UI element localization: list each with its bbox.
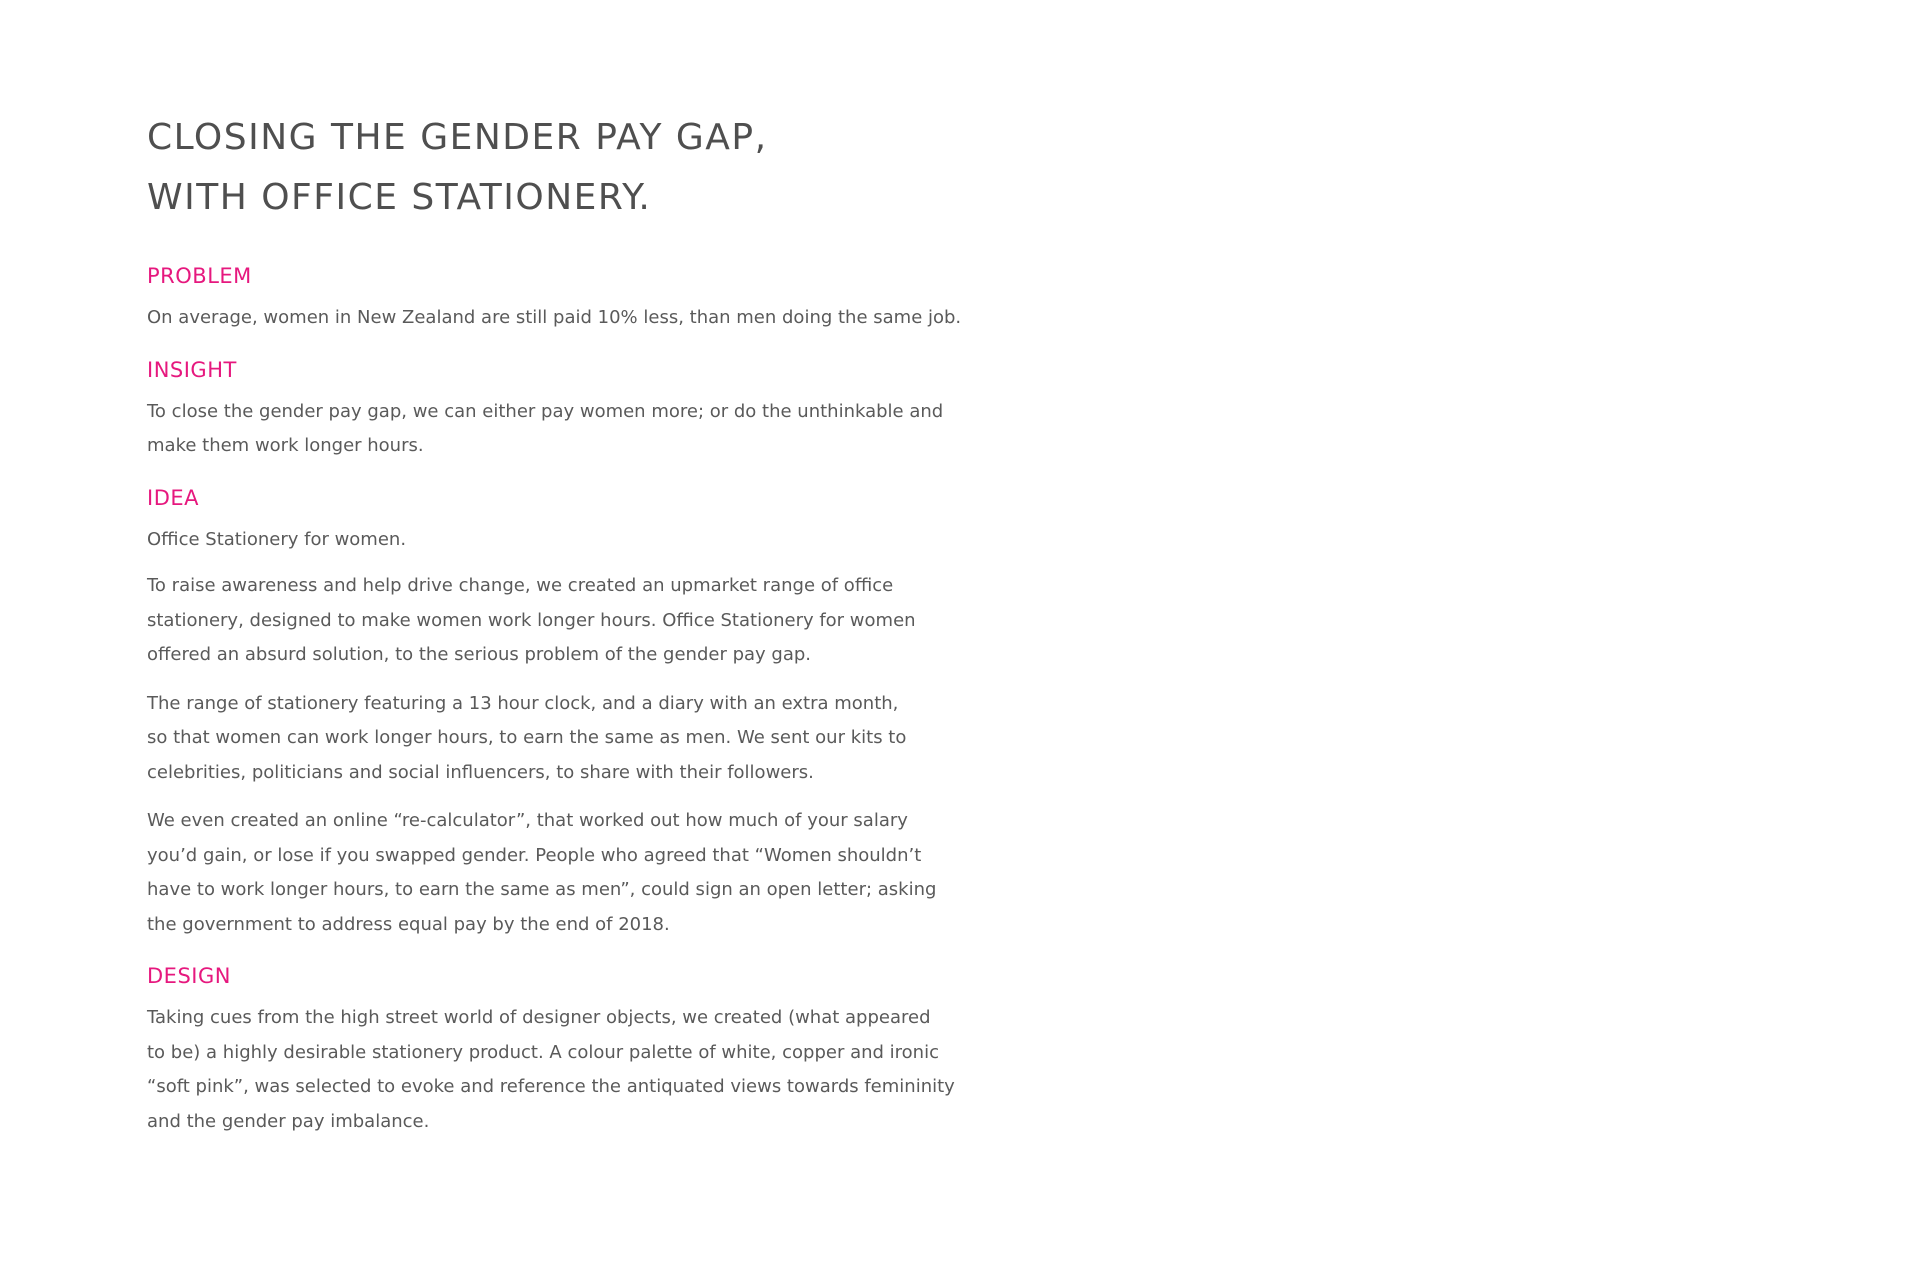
idea-section — [147, 485, 967, 943]
text-line: you’d gain, or lose if you swapped gender. People who agreed that “Women shouldn’t — [147, 844, 922, 866]
text-line: offered an absurd solution, to the serious problem of the gender pay gap. — [147, 644, 811, 665]
design-paragraph — [147, 1001, 967, 1139]
text-line: and the gender pay imbalance. — [147, 1110, 430, 1132]
idea-paragraph — [147, 523, 967, 558]
idea-heading: IDEA — [147, 485, 199, 510]
insight-section — [147, 357, 967, 464]
text-line: On average, women in New Zealand are still paid 10% less, than men doing the same job. — [147, 307, 962, 328]
case-study-content — [147, 108, 967, 1139]
text-line: make them work longer hours. — [147, 435, 424, 456]
text-line: We even created an online “re-calculator”, that worked out how much of your salary — [147, 810, 908, 831]
idea-paragraph — [147, 804, 967, 942]
insight-paragraph — [147, 395, 967, 464]
page-title — [147, 108, 967, 228]
text-line: to be) a highly desirable stationery product. A colour palette of white, copper and ironic — [147, 1041, 939, 1063]
text-line: “soft pink”, was selected to evoke and reference the antiquated views towards femininity — [147, 1076, 955, 1097]
text-line: To raise awareness and help drive change, we created an upmarket range of office — [147, 575, 894, 596]
idea-paragraph — [147, 569, 967, 673]
insight-heading: INSIGHT — [147, 357, 237, 382]
problem-section — [147, 263, 967, 336]
text-line: the government to address equal pay by the end of 2018. — [147, 913, 670, 935]
text-line: To close the gender pay gap, we can either pay women more; or do the unthinkable and — [147, 400, 944, 422]
design-section — [147, 963, 967, 1139]
text-line: celebrities, politicians and social influencers, to share with their followers. — [147, 761, 814, 783]
problem-heading: PROBLEM — [147, 264, 252, 288]
text-line: so that women can work longer hours, to earn the same as men. We sent our kits to — [147, 727, 907, 748]
page-title-line: WITH OFFICE STATIONERY. — [147, 177, 652, 218]
design-heading: DESIGN — [147, 964, 231, 988]
text-line: The range of stationery featuring a 13 hour clock, and a diary with an extra month, — [147, 692, 899, 714]
text-line: Taking cues from the high street world of designer objects, we created (what appeared — [147, 1007, 931, 1028]
text-line: have to work longer hours, to earn the same as men”, could sign an open letter; asking — [147, 879, 937, 900]
text-line: stationery, designed to make women work longer hours. Office Stationery for women — [147, 609, 916, 631]
idea-paragraph — [147, 687, 967, 791]
page-title-line: CLOSING THE GENDER PAY GAP, — [147, 117, 768, 158]
text-line: Office Stationery for women. — [147, 528, 407, 550]
problem-paragraph — [147, 301, 967, 336]
